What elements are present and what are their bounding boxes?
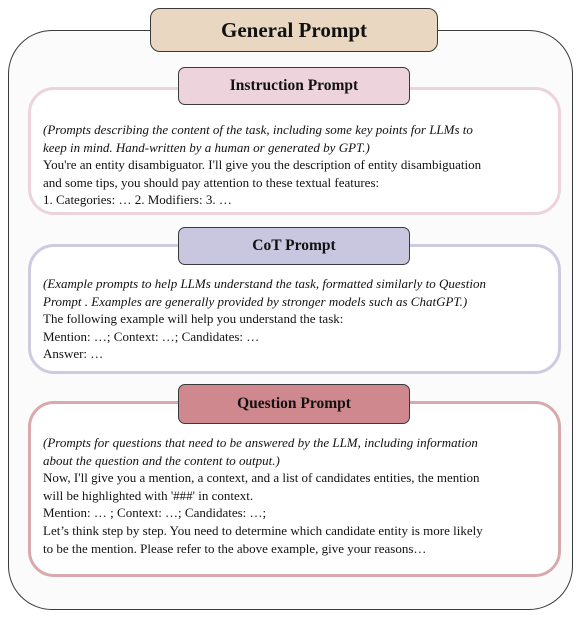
cot-note-line: (Example prompts to help LLMs understand the task, formatted similarly to Question (43, 276, 486, 291)
question-body-line: Let’s think step by step. You need to determine which candidate entity is more likely (43, 522, 483, 538)
cot-body-line: Mention: …; Context: …; Candidates: … (43, 328, 260, 344)
instruction-note-line: keep in mind. Hand-written by a human or generated by GPT.) (43, 139, 370, 155)
question-prompt-section (28, 401, 561, 577)
question-body-line: will be highlighted with '###' in context. (43, 487, 254, 503)
question-prompt-body (43, 434, 546, 557)
instruction-prompt-label: Instruction Prompt (178, 67, 410, 105)
question-note-line: (Prompts for questions that need to be answered by the LLM, including information (43, 435, 478, 450)
instruction-prompt-section (28, 87, 561, 215)
instruction-note-line: (Prompts describing the content of the task, including some key points for LLMs to (43, 122, 473, 137)
question-body-line: to be the mention. Please refer to the above example, give your reasons… (43, 540, 427, 556)
instruction-prompt-body (43, 121, 546, 209)
cot-body-line: Answer: … (43, 346, 104, 362)
question-body-line: Mention: … ; Context: …; Candidates: …; (43, 505, 267, 521)
instruction-body-line: and some tips, you should pay attention to these textual features: (43, 174, 380, 190)
cot-prompt-body (43, 275, 546, 363)
instruction-body-line: You're an entity disambiguator. I'll give you the description of entity disambiguation (43, 157, 482, 173)
question-note-line: about the question and the content to output.) (43, 452, 280, 468)
question-body-line: Now, I'll give you a mention, a context, and a list of candidates entities, the mention (43, 470, 480, 486)
cot-note-line: Prompt . Examples are generally provided by stronger models such as ChatGPT.) (43, 293, 468, 309)
instruction-body-line: 1. Categories: … 2. Modifiers: 3. … (43, 192, 232, 208)
general-prompt-title: General Prompt (150, 8, 438, 52)
cot-body-line: The following example will help you understand the task: (43, 311, 344, 327)
question-prompt-label: Question Prompt (178, 384, 410, 424)
cot-prompt-label: CoT Prompt (178, 227, 410, 265)
